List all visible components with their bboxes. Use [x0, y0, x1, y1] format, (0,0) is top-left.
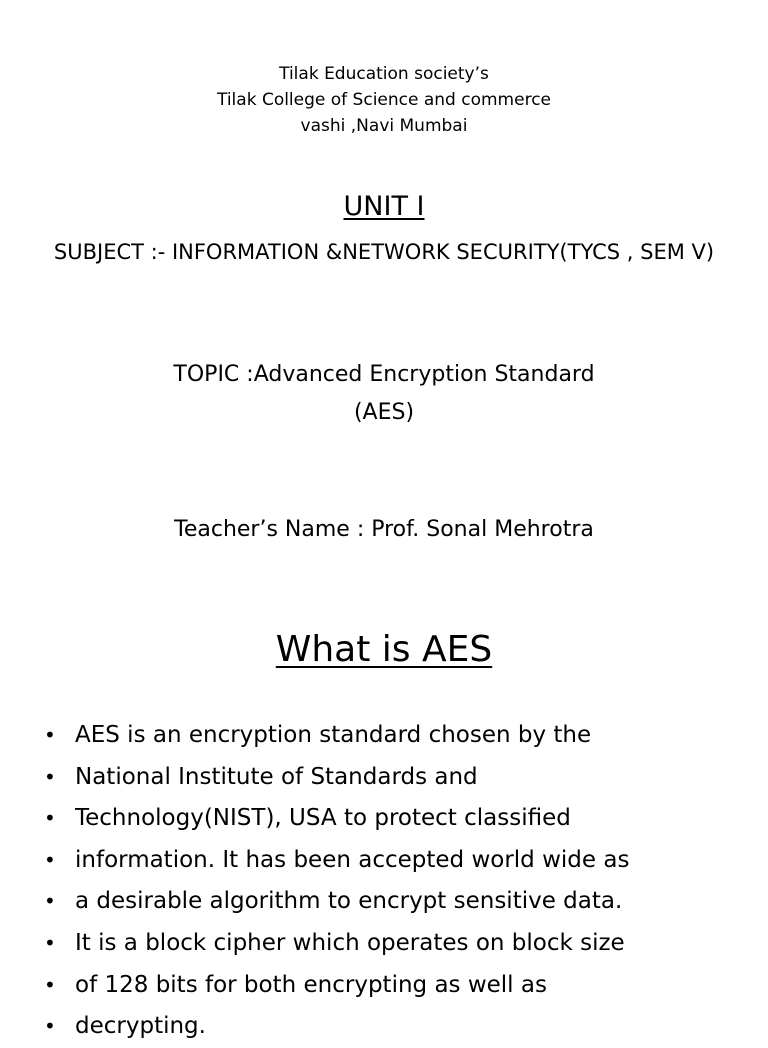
subject-line: SUBJECT :- INFORMATION &NETWORK SECURITY(TYCS , SEM V)	[53, 240, 715, 264]
bullet-list	[0, 715, 768, 1048]
college-location: vashi ,Navi Mumbai	[300, 116, 468, 136]
bullet-icon: •	[44, 972, 56, 997]
list-item: • AES is an encryption standard chosen by the	[0, 715, 768, 757]
bullet-icon: •	[44, 847, 56, 872]
society-name: Tilak Education society’s	[279, 64, 489, 84]
topic-block	[0, 356, 768, 432]
section-heading: What is AES	[275, 629, 493, 670]
institution-header	[0, 61, 768, 139]
bullet-icon: •	[44, 764, 56, 789]
bullet-icon: •	[44, 889, 56, 914]
list-item: • a desirable algorithm to encrypt sensitive data.	[0, 881, 768, 923]
bullet-icon: •	[44, 723, 56, 747]
college-name: Tilak College of Science and commerce	[216, 90, 552, 110]
list-item: • It is a block cipher which operates on block size	[0, 923, 768, 965]
list-item: • of 128 bits for both encrypting as well as	[0, 965, 768, 1007]
teacher-name: Teacher’s Name : Prof. Sonal Mehrotra	[174, 517, 594, 542]
topic-line-1: TOPIC :Advanced Encryption Standard	[173, 362, 595, 387]
unit-title: UNIT I	[343, 191, 425, 222]
list-item: • decrypting.	[0, 1006, 768, 1048]
list-item: • National Institute of Standards and	[0, 757, 768, 799]
bullet-icon: •	[44, 930, 56, 955]
bullet-icon: •	[44, 1014, 56, 1039]
list-item: • Technology(NIST), USA to protect classified	[0, 798, 768, 840]
topic-line-2: (AES)	[353, 400, 415, 425]
list-item: • information. It has been accepted world wide as	[0, 840, 768, 882]
bullet-icon: •	[44, 806, 56, 831]
